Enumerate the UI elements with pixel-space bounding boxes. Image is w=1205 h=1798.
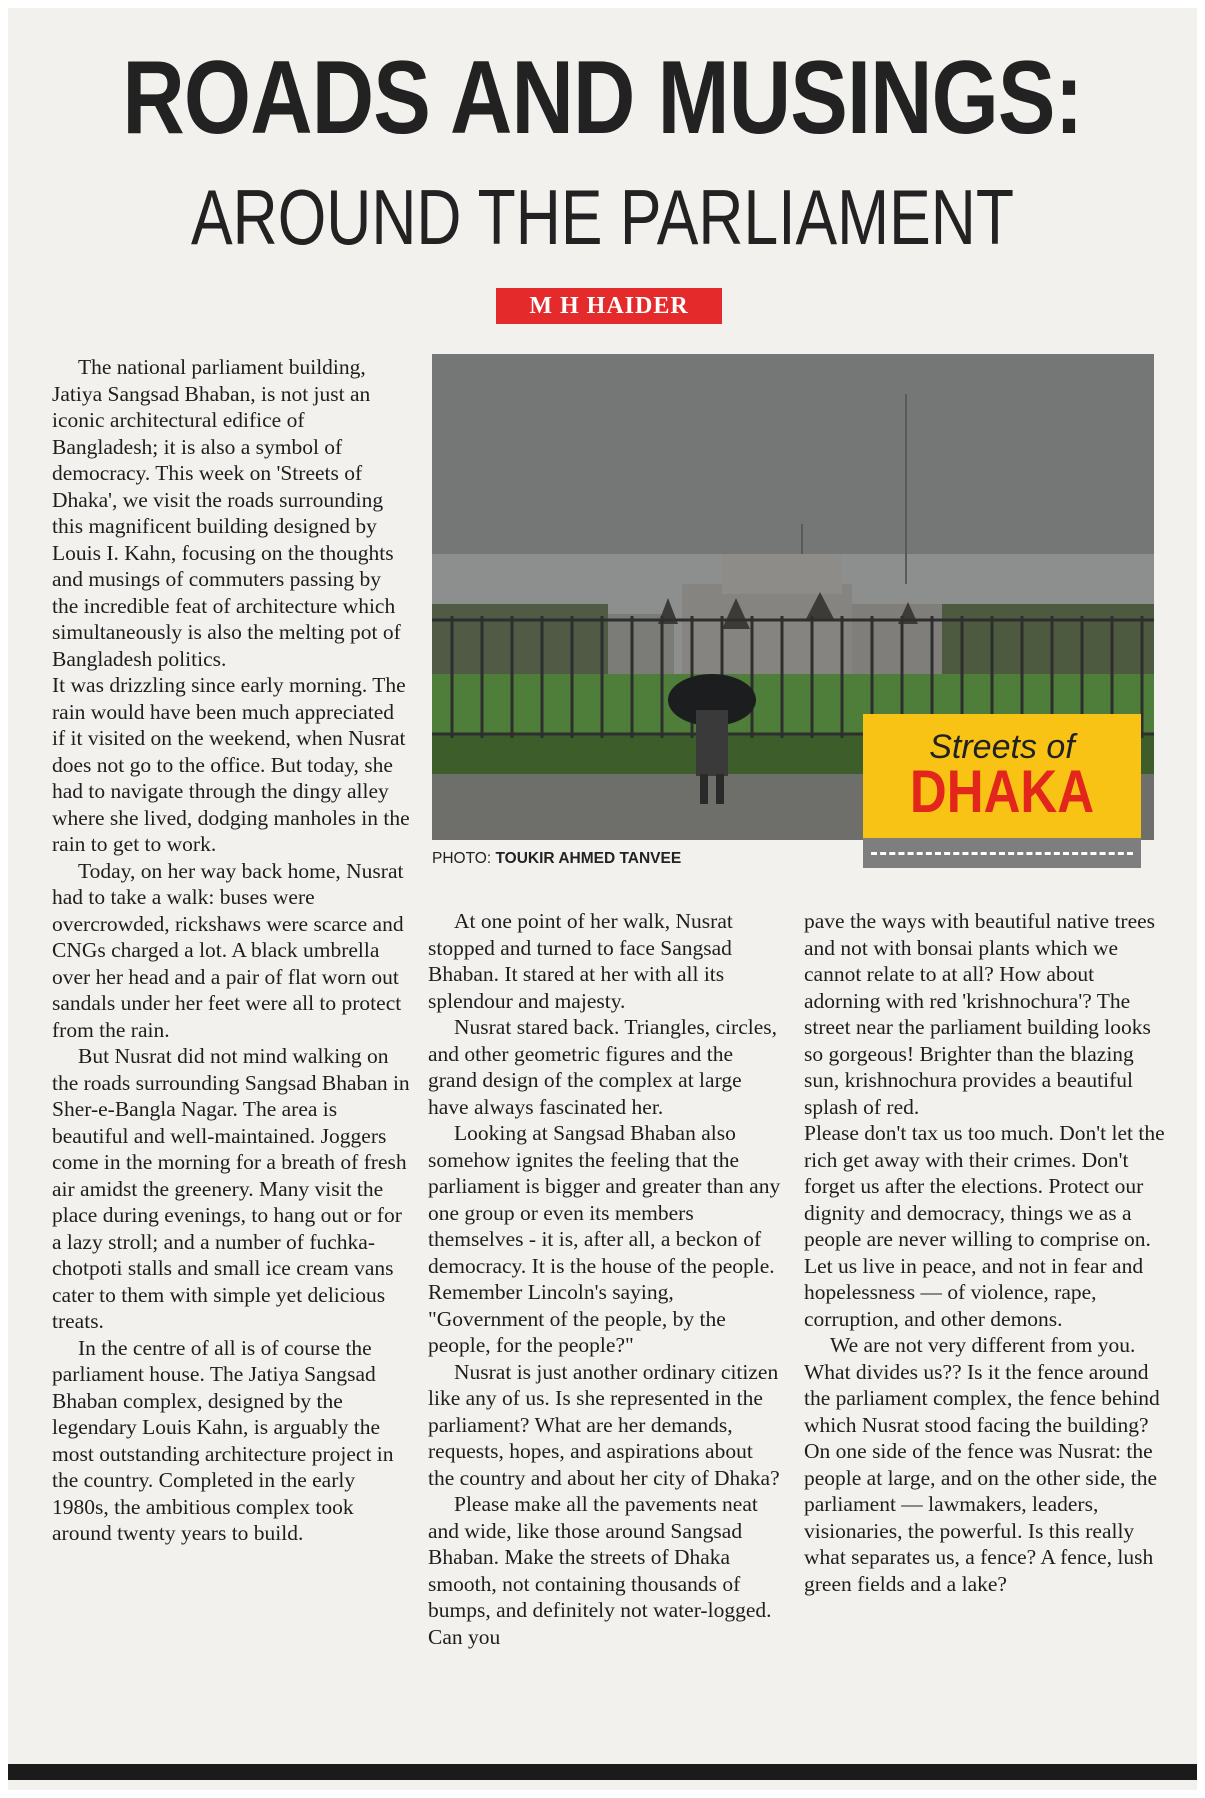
photo-credit-label: PHOTO: [432, 850, 492, 867]
headline-main: ROADS AND MUSINGS: [122, 40, 1083, 156]
bottom-rule [8, 1764, 1197, 1780]
paragraph: Nusrat stared back. Triangles, circles, and other geometric figures and the grand design of the complex at large have always fascinated her. [428, 1015, 778, 1119]
road-dash-line [871, 852, 1133, 855]
paragraph: It was drizzling since early morning. The rain would have been much appreciated if it visited on the weekend, when Nusrat does not go to the office. But today, she had to navigate through the dingy alley where she lived, dodging manholes in the rain to get to work. [52, 673, 410, 856]
paragraph: Looking at Sangsad Bhaban also somehow ignites the feeling that the parliament is bigger and greater than any one group or even its members themselves - it is, after all, a beckon of democracy. It is the house of the people. Remember Lincoln's saying, "Government of the people, by the people, for the people?" [428, 1121, 781, 1357]
photo-credit [432, 850, 681, 868]
paragraph: Please make all the pavements neat and wide, like those around Sangsad Bhaban. Make the streets of Dhaka smooth, not containing thousands of bumps, and definitely not water-logged. Can you [428, 1492, 772, 1649]
photo-credit-name: TOUKIR AHMED TANVEE [495, 850, 682, 867]
paragraph: Nusrat is just another ordinary citizen like any of us. Is she represented in the parliament? What are her demands, requests, hopes, and aspirations about the country and about her city of Dhaka? [428, 1359, 780, 1490]
paragraph: At one point of her walk, Nusrat stopped and turned to face Sangsad Bhaban. It stared at her with all its splendour and majesty. [428, 909, 733, 1013]
logo-road-strip [863, 838, 1141, 868]
headline-sub: AROUND THE PARLIAMENT [191, 173, 1014, 261]
logo-text-top: Streets of [929, 728, 1075, 766]
logo-text-main: DHAKA [909, 758, 1095, 825]
paragraph: In the centre of all is of course the parliament house. The Jatiya Sangsad Bhaban complex, designed by the legendary Louis Kahn, is arguably the most outstanding architecture project in the country. Completed in the early 1980s, the ambitious complex took around twenty years to build. [52, 1335, 394, 1545]
article-column-2 [428, 908, 783, 1650]
author-byline: M H HAIDER [496, 288, 722, 324]
article-column-1 [52, 354, 410, 1547]
paragraph: We are not very different from you. What divides us?? Is it the fence around the parliament complex, the fence behind which Nusrat stood facing the building? On one side of the fence was Nusrat: the people at large, and on the other side, the parliament — lawmakers, leaders, visionaries, the powerful. Is this really what separates us, a fence? A fence, lush green fields and a lake? [804, 1333, 1160, 1596]
article-column-3 [804, 908, 1166, 1597]
paragraph: Today, on her way back home, Nusrat had to take a walk: buses were overcrowded, rickshaws were scarce and CNGs charged a lot. A black umbrella over her head and a pair of flat worn out sandals under her feet were all to protect from the rain. [52, 858, 404, 1042]
paragraph: But Nusrat did not mind walking on the roads surrounding Sangsad Bhaban in Sher-e-Bangla Nagar. The area is beautiful and well-maintained. Joggers come in the morning for a breath of fresh air amidst the greenery. Many visit the place during evenings, to hang out or for a lazy stroll; and a number of fuchka-chotpoti stalls and small ice cream vans cater to them with simple yet delicious treats. [52, 1044, 410, 1333]
article-page [8, 8, 1197, 1790]
paragraph: pave the ways with beautiful native trees and not with bonsai plants which we cannot relate to at all? How about adorning with red 'krishnochura'? The street near the parliament building looks so gorgeous! Brighter than the blazing sun, krishnochura provides a beautiful splash of red. [804, 909, 1156, 1119]
paragraph: The national parliament building, Jatiya Sangsad Bhaban, is not just an iconic architectural edifice of Bangladesh; it is also a symbol of democracy. This week on 'Streets of Dhaka', we visit the roads surrounding this magnificent building designed by Louis I. Kahn, focusing on the thoughts and musings of commuters passing by the incredible feat of architecture which simultaneously is also the melting pot of Bangladesh politics. [52, 355, 401, 671]
paragraph: Please don't tax us too much. Don't let the rich get away with their crimes. Don't forget us after the elections. Protect our dignity and democracy, things we as a people are never willing to comprise on. Let us live in peace, and not in fear and hopelessness — of violence, rape, corruption, and other demons. [804, 1121, 1165, 1331]
streets-of-dhaka-logo [863, 714, 1141, 838]
